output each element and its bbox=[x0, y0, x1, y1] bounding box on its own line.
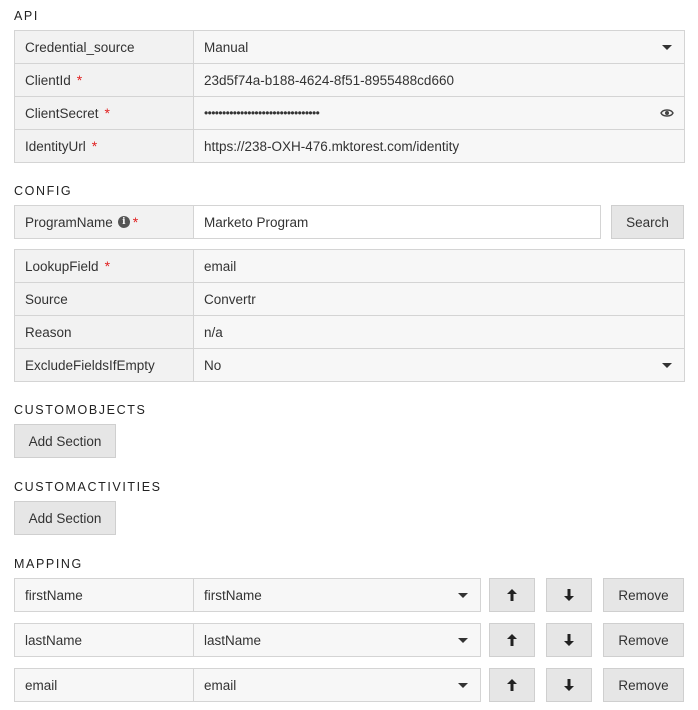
source-label-text: Source bbox=[25, 291, 68, 307]
credential-source-select[interactable] bbox=[194, 31, 684, 63]
config-row-reason bbox=[15, 315, 684, 348]
reason-input[interactable] bbox=[194, 316, 684, 348]
remove-mapping-button[interactable]: Remove bbox=[603, 668, 684, 702]
lookup-field-label-text: LookupField bbox=[25, 258, 99, 274]
move-down-button[interactable] bbox=[546, 578, 592, 612]
remove-mapping-button[interactable]: Remove bbox=[603, 578, 684, 612]
api-table bbox=[14, 30, 685, 163]
client-id-label-text: ClientId bbox=[25, 72, 71, 88]
customactivities-section-title: CUSTOMACTIVITIES bbox=[14, 480, 162, 494]
add-custom-object-section-button[interactable]: Add Section bbox=[14, 424, 116, 458]
source-label bbox=[15, 283, 194, 315]
mapping-source-value: email bbox=[25, 677, 58, 693]
add-custom-activity-section-button[interactable]: Add Section bbox=[14, 501, 116, 535]
eye-icon[interactable] bbox=[660, 107, 674, 119]
mapping-row bbox=[14, 623, 481, 657]
api-row-client-id bbox=[15, 63, 684, 96]
customobjects-section-title: CUSTOMOBJECTS bbox=[14, 403, 147, 417]
arrow-up-icon bbox=[506, 633, 518, 647]
api-row-client-secret bbox=[15, 96, 684, 129]
program-name-value: Marketo Program bbox=[204, 214, 309, 230]
required-marker: * bbox=[132, 214, 139, 230]
lookup-field-input[interactable] bbox=[194, 250, 684, 282]
mapping-target-value: email bbox=[204, 677, 237, 693]
reason-value: n/a bbox=[204, 324, 223, 340]
config-row-source bbox=[15, 282, 684, 315]
credential-source-label-text: Credential_source bbox=[25, 39, 135, 55]
info-icon[interactable]: i bbox=[118, 216, 130, 228]
config-row-exclude-fields bbox=[15, 348, 684, 381]
client-id-label bbox=[15, 64, 194, 96]
required-marker: * bbox=[91, 138, 98, 154]
arrow-up-icon bbox=[506, 588, 518, 602]
move-down-button[interactable] bbox=[546, 668, 592, 702]
api-row-credential-source bbox=[15, 31, 684, 63]
search-button[interactable]: Search bbox=[611, 205, 684, 239]
required-marker: * bbox=[76, 72, 83, 88]
reason-label-text: Reason bbox=[25, 324, 72, 340]
lookup-field-label bbox=[15, 250, 194, 282]
mapping-target-select[interactable] bbox=[194, 669, 480, 701]
mapping-source-field[interactable] bbox=[15, 669, 194, 701]
mapping-source-field[interactable] bbox=[15, 579, 194, 611]
mapping-target-value: lastName bbox=[204, 632, 262, 648]
program-name-input[interactable] bbox=[194, 206, 600, 238]
arrow-down-icon bbox=[563, 588, 575, 602]
client-id-value: 23d5f74a-b188-4624-8f51-8955488cd660 bbox=[204, 72, 454, 88]
exclude-fields-select[interactable] bbox=[194, 349, 684, 381]
mapping-section-title: MAPPING bbox=[14, 557, 83, 571]
client-secret-label-text: ClientSecret bbox=[25, 105, 99, 121]
arrow-down-icon bbox=[563, 633, 575, 647]
chevron-down-icon bbox=[662, 45, 672, 50]
credential-source-value: Manual bbox=[204, 39, 249, 55]
move-up-button[interactable] bbox=[489, 623, 535, 657]
reason-label bbox=[15, 316, 194, 348]
arrow-down-icon bbox=[563, 678, 575, 692]
identity-url-value: https://238-OXH-476.mktorest.com/identity bbox=[204, 138, 460, 154]
source-value: Convertr bbox=[204, 291, 256, 307]
move-up-button[interactable] bbox=[489, 668, 535, 702]
client-id-field[interactable] bbox=[194, 64, 684, 96]
mapping-target-select[interactable] bbox=[194, 624, 480, 656]
chevron-down-icon bbox=[458, 638, 468, 643]
client-secret-label bbox=[15, 97, 194, 129]
mapping-row bbox=[14, 668, 481, 702]
chevron-down-icon bbox=[458, 683, 468, 688]
chevron-down-icon bbox=[458, 593, 468, 598]
mapping-source-field[interactable] bbox=[15, 624, 194, 656]
required-marker: * bbox=[104, 258, 111, 274]
mapping-source-value: firstName bbox=[25, 587, 83, 603]
source-input[interactable] bbox=[194, 283, 684, 315]
exclude-fields-label bbox=[15, 349, 194, 381]
remove-mapping-button[interactable]: Remove bbox=[603, 623, 684, 657]
mapping-row bbox=[14, 578, 481, 612]
lookup-field-value: email bbox=[204, 258, 237, 274]
identity-url-field[interactable] bbox=[194, 130, 684, 162]
credential-source-label bbox=[15, 31, 194, 63]
client-secret-value: •••••••••••••••••••••••••••••••• bbox=[204, 106, 320, 120]
config-section-title: CONFIG bbox=[14, 184, 73, 198]
program-name-label bbox=[15, 206, 194, 238]
config-row-lookup-field bbox=[15, 250, 684, 282]
api-row-identity-url bbox=[15, 129, 684, 162]
required-marker: * bbox=[104, 105, 110, 121]
program-name-label-text: ProgramName bbox=[25, 214, 113, 230]
mapping-source-value: lastName bbox=[25, 632, 83, 648]
exclude-fields-value: No bbox=[204, 357, 222, 373]
chevron-down-icon bbox=[662, 363, 672, 368]
mapping-target-select[interactable] bbox=[194, 579, 480, 611]
move-up-button[interactable] bbox=[489, 578, 535, 612]
mapping-target-value: firstName bbox=[204, 587, 262, 603]
api-section-title: API bbox=[14, 9, 39, 23]
program-name-group bbox=[14, 205, 601, 239]
move-down-button[interactable] bbox=[546, 623, 592, 657]
client-secret-field[interactable] bbox=[194, 97, 684, 129]
identity-url-label-text: IdentityUrl bbox=[25, 138, 86, 154]
arrow-up-icon bbox=[506, 678, 518, 692]
exclude-fields-label-text: ExcludeFieldsIfEmpty bbox=[25, 357, 155, 373]
config-table bbox=[14, 249, 685, 382]
identity-url-label bbox=[15, 130, 194, 162]
